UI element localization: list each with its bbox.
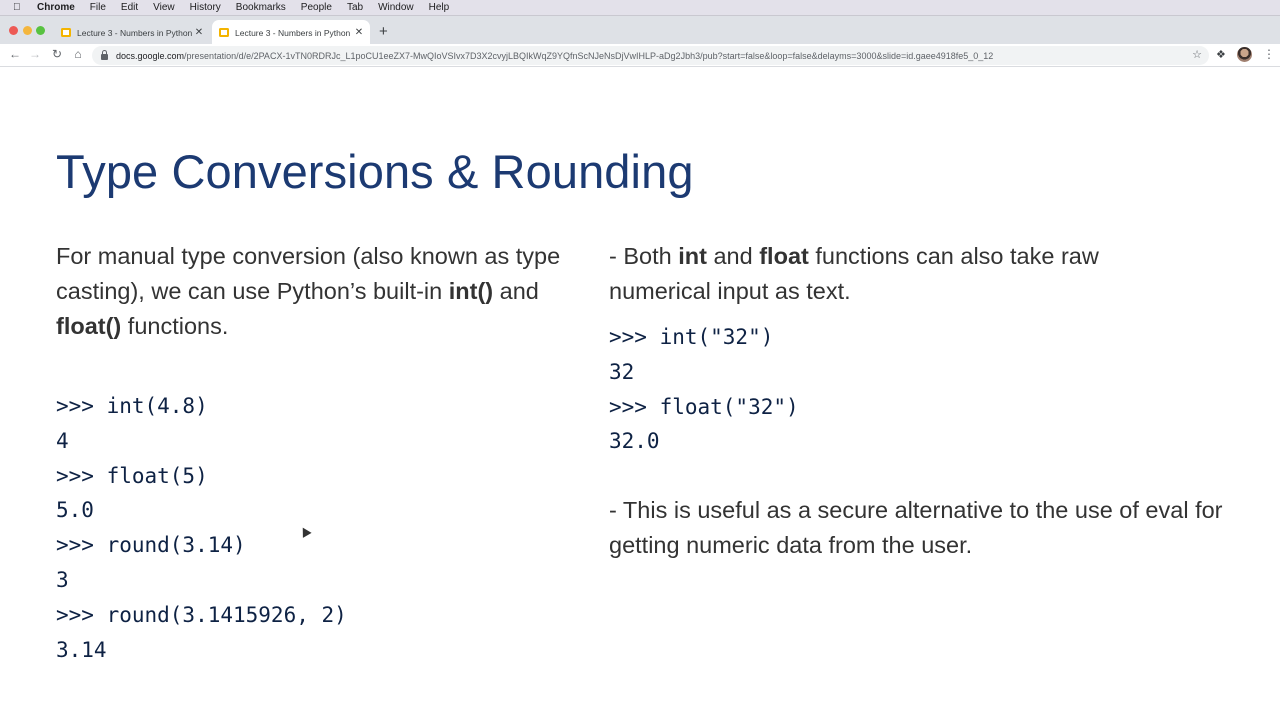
menu-people[interactable]: People	[300, 2, 332, 13]
apple-icon[interactable]	[13, 2, 23, 13]
back-arrow-icon[interactable]: ←	[9, 47, 21, 61]
para-text: - Both	[609, 243, 679, 269]
menu-history[interactable]: History	[189, 2, 221, 13]
code-line: 4	[56, 428, 69, 453]
macos-menu-bar	[0, 0, 1280, 15]
code-line: >>> round(3.1415926, 2)	[56, 602, 347, 627]
para-text: functions can also take raw numerical input as text.	[609, 243, 1099, 304]
tab-title: Lecture 3 - Numbers in Python	[235, 27, 351, 38]
url-path: /presentation/d/e/2PACX-1vTN0RDRJc_L1poCU1eeZX7-MwQIoVSIvx7D3X2cvyjLBQIkWqZ9YQfnScNJeNsDjVwIHLP-aDg2Jbh3/pub?start=false&loop=false&delayms=3000&slide=id.gaee4918fe5_0_12	[184, 50, 994, 61]
tab-close-icon[interactable]: ✕	[194, 27, 204, 38]
extensions-puzzle-icon[interactable]: ❖	[1216, 49, 1226, 61]
menu-edit[interactable]: Edit	[120, 2, 139, 13]
browser-tab-1[interactable]	[54, 20, 210, 45]
intro-bold-float: float()	[56, 313, 122, 339]
tab-strip	[0, 15, 1280, 44]
menu-file[interactable]: File	[89, 2, 106, 13]
browser-tab-2-active[interactable]	[212, 20, 370, 45]
slides-favicon-icon	[219, 28, 229, 37]
menu-app-chrome[interactable]: Chrome	[37, 2, 75, 13]
reload-icon[interactable]: ↻	[51, 47, 63, 61]
new-tab-plus-icon[interactable]: +	[379, 23, 388, 40]
menu-view[interactable]: View	[153, 2, 175, 13]
code-line: 32.0	[609, 429, 660, 454]
intro-text: For manual type conversion (also known as type casting), we can use Python’s built-in	[56, 243, 561, 304]
tab-title: Lecture 3 - Numbers in Python	[77, 27, 192, 38]
forward-arrow-icon[interactable]: →	[29, 47, 41, 61]
menu-help[interactable]: Help	[428, 2, 450, 13]
right-paragraph-2: - This is useful as a secure alternative to the use of eval for getting numeric data from the user.	[609, 497, 1223, 558]
intro-text: functions.	[121, 313, 229, 339]
lock-icon[interactable]	[101, 54, 108, 60]
intro-bold-int: int()	[448, 278, 494, 304]
para-bold-float: float	[759, 243, 809, 269]
code-line: >>> float("32")	[609, 394, 799, 419]
code-line: 32	[609, 359, 635, 384]
menu-bookmarks[interactable]: Bookmarks	[235, 2, 286, 13]
code-line: >>> int("32")	[609, 325, 774, 349]
window-close-button[interactable]	[9, 26, 18, 35]
bookmark-star-icon[interactable]: ☆	[1192, 49, 1202, 61]
profile-avatar[interactable]	[1237, 47, 1252, 62]
intro-paragraph	[56, 239, 576, 344]
right-code-block	[609, 320, 799, 459]
code-line: 5.0	[56, 498, 94, 523]
para-text: and	[706, 243, 760, 269]
code-line: 3.14	[56, 637, 107, 662]
slide-canvas	[0, 68, 1280, 720]
code-line: 3	[56, 567, 69, 592]
address-bar[interactable]	[92, 46, 1209, 65]
slides-favicon-icon	[61, 28, 71, 37]
intro-text: and	[493, 278, 539, 304]
code-line: >>> float(5)	[56, 463, 208, 488]
browser-toolbar	[0, 44, 1280, 67]
slide-title: Type Conversions & Rounding	[56, 145, 694, 198]
home-icon[interactable]: ⌂	[74, 47, 82, 61]
tab-close-icon[interactable]: ✕	[354, 27, 364, 38]
url-text[interactable]	[116, 51, 993, 61]
menu-window[interactable]: Window	[378, 2, 414, 13]
right-paragraph-1	[609, 239, 1169, 309]
window-zoom-button[interactable]	[36, 26, 45, 35]
more-menu-icon[interactable]: ⋮	[1263, 47, 1275, 61]
para-bold-int: int	[678, 243, 707, 269]
code-line: >>> int(4.8)	[56, 394, 208, 418]
code-line: >>> round(3.14)	[56, 533, 246, 558]
url-host: docs.google.com	[116, 50, 185, 61]
menu-tab[interactable]: Tab	[346, 2, 364, 13]
window-minimize-button[interactable]	[23, 26, 32, 35]
